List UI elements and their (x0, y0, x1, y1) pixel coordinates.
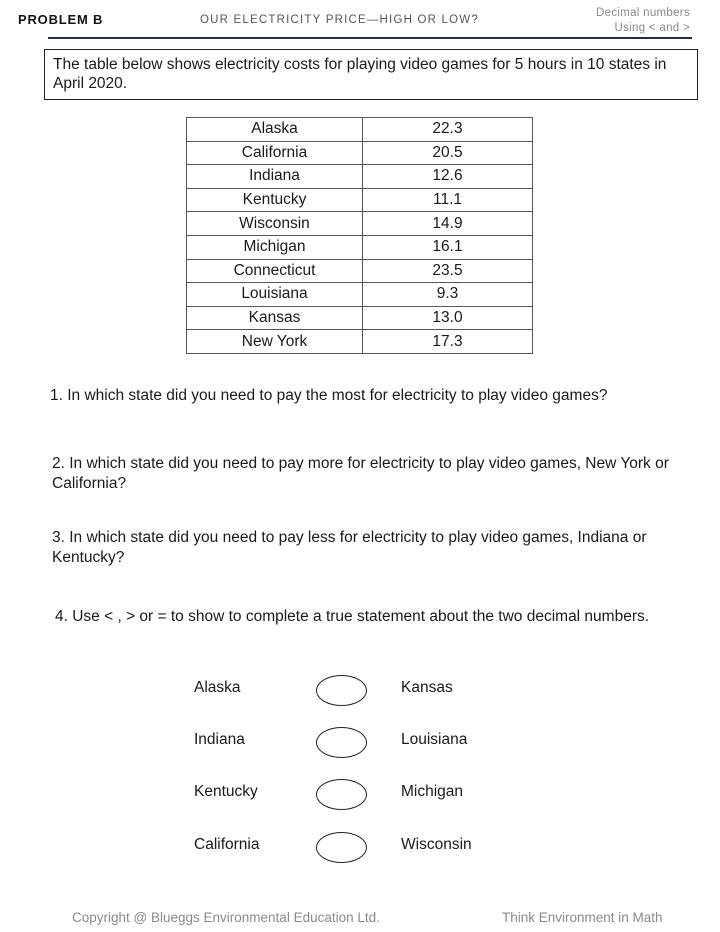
cost-cell: 12.6 (363, 165, 533, 189)
topic-line-1: Decimal numbers (596, 7, 690, 19)
state-cell: Alaska (187, 118, 363, 142)
cost-cell: 17.3 (363, 330, 533, 354)
cost-cell: 20.5 (363, 141, 533, 165)
worksheet-title: OUR ELECTRICITY PRICE—HIGH OR LOW? (200, 14, 479, 26)
question-3: 3. In which state did you need to pay less for electricity to play video games, Indiana or Kentucky? (52, 529, 647, 566)
problem-label: PROBLEM B (18, 12, 104, 27)
question-1: 1. In which state did you need to pay the most for electricity to play video games? (50, 387, 608, 404)
comparison-answer-oval[interactable] (316, 727, 367, 758)
comparison-right-label: Louisiana (401, 731, 468, 748)
header-divider (48, 37, 692, 39)
comparison-answer-oval[interactable] (316, 675, 367, 706)
comparison-answer-oval[interactable] (316, 832, 367, 863)
table-row (187, 212, 533, 236)
comparison-left-label: Kentucky (194, 783, 258, 800)
comparison-left-label: Indiana (194, 731, 245, 748)
cost-cell: 16.1 (363, 235, 533, 259)
state-cell: Kansas (187, 306, 363, 330)
cost-cell: 9.3 (363, 283, 533, 307)
question-2: 2. In which state did you need to pay more for electricity to play video games, New York or California? (52, 455, 669, 492)
cost-cell: 13.0 (363, 306, 533, 330)
cost-cell: 14.9 (363, 212, 533, 236)
comparison-right-label: Wisconsin (401, 836, 472, 853)
table-row (187, 118, 533, 142)
state-cell: Kentucky (187, 188, 363, 212)
state-cell: New York (187, 330, 363, 354)
table-row (187, 188, 533, 212)
state-cell: Indiana (187, 165, 363, 189)
table-row (187, 165, 533, 189)
table-row (187, 235, 533, 259)
table-row (187, 330, 533, 354)
electricity-cost-table (186, 117, 533, 354)
state-cell: Michigan (187, 235, 363, 259)
state-cell: Louisiana (187, 283, 363, 307)
cost-cell: 23.5 (363, 259, 533, 283)
cost-cell: 22.3 (363, 118, 533, 142)
table-row (187, 283, 533, 307)
table-row (187, 141, 533, 165)
copyright-notice: Copyright @ Blueggs Environmental Education Ltd. (72, 910, 380, 925)
comparison-left-label: Alaska (194, 679, 241, 696)
state-cell: California (187, 141, 363, 165)
cost-cell: 11.1 (363, 188, 533, 212)
comparison-answer-oval[interactable] (316, 779, 367, 810)
comparison-left-label: California (194, 836, 260, 853)
comparison-right-label: Michigan (401, 783, 464, 800)
comparison-right-label: Kansas (401, 679, 453, 696)
topic-label (596, 6, 690, 36)
footer-tagline: Think Environment in Math (502, 910, 663, 925)
table-row (187, 306, 533, 330)
state-cell: Wisconsin (187, 212, 363, 236)
question-4: 4. Use < , > or = to show to complete a true statement about the two decimal numbers. (55, 608, 650, 625)
table-row (187, 259, 533, 283)
state-cell: Connecticut (187, 259, 363, 283)
topic-line-2: Using < and > (614, 22, 690, 34)
intro-box: The table below shows electricity costs for playing video games for 5 hours in 10 states in April 2020. (44, 49, 698, 100)
